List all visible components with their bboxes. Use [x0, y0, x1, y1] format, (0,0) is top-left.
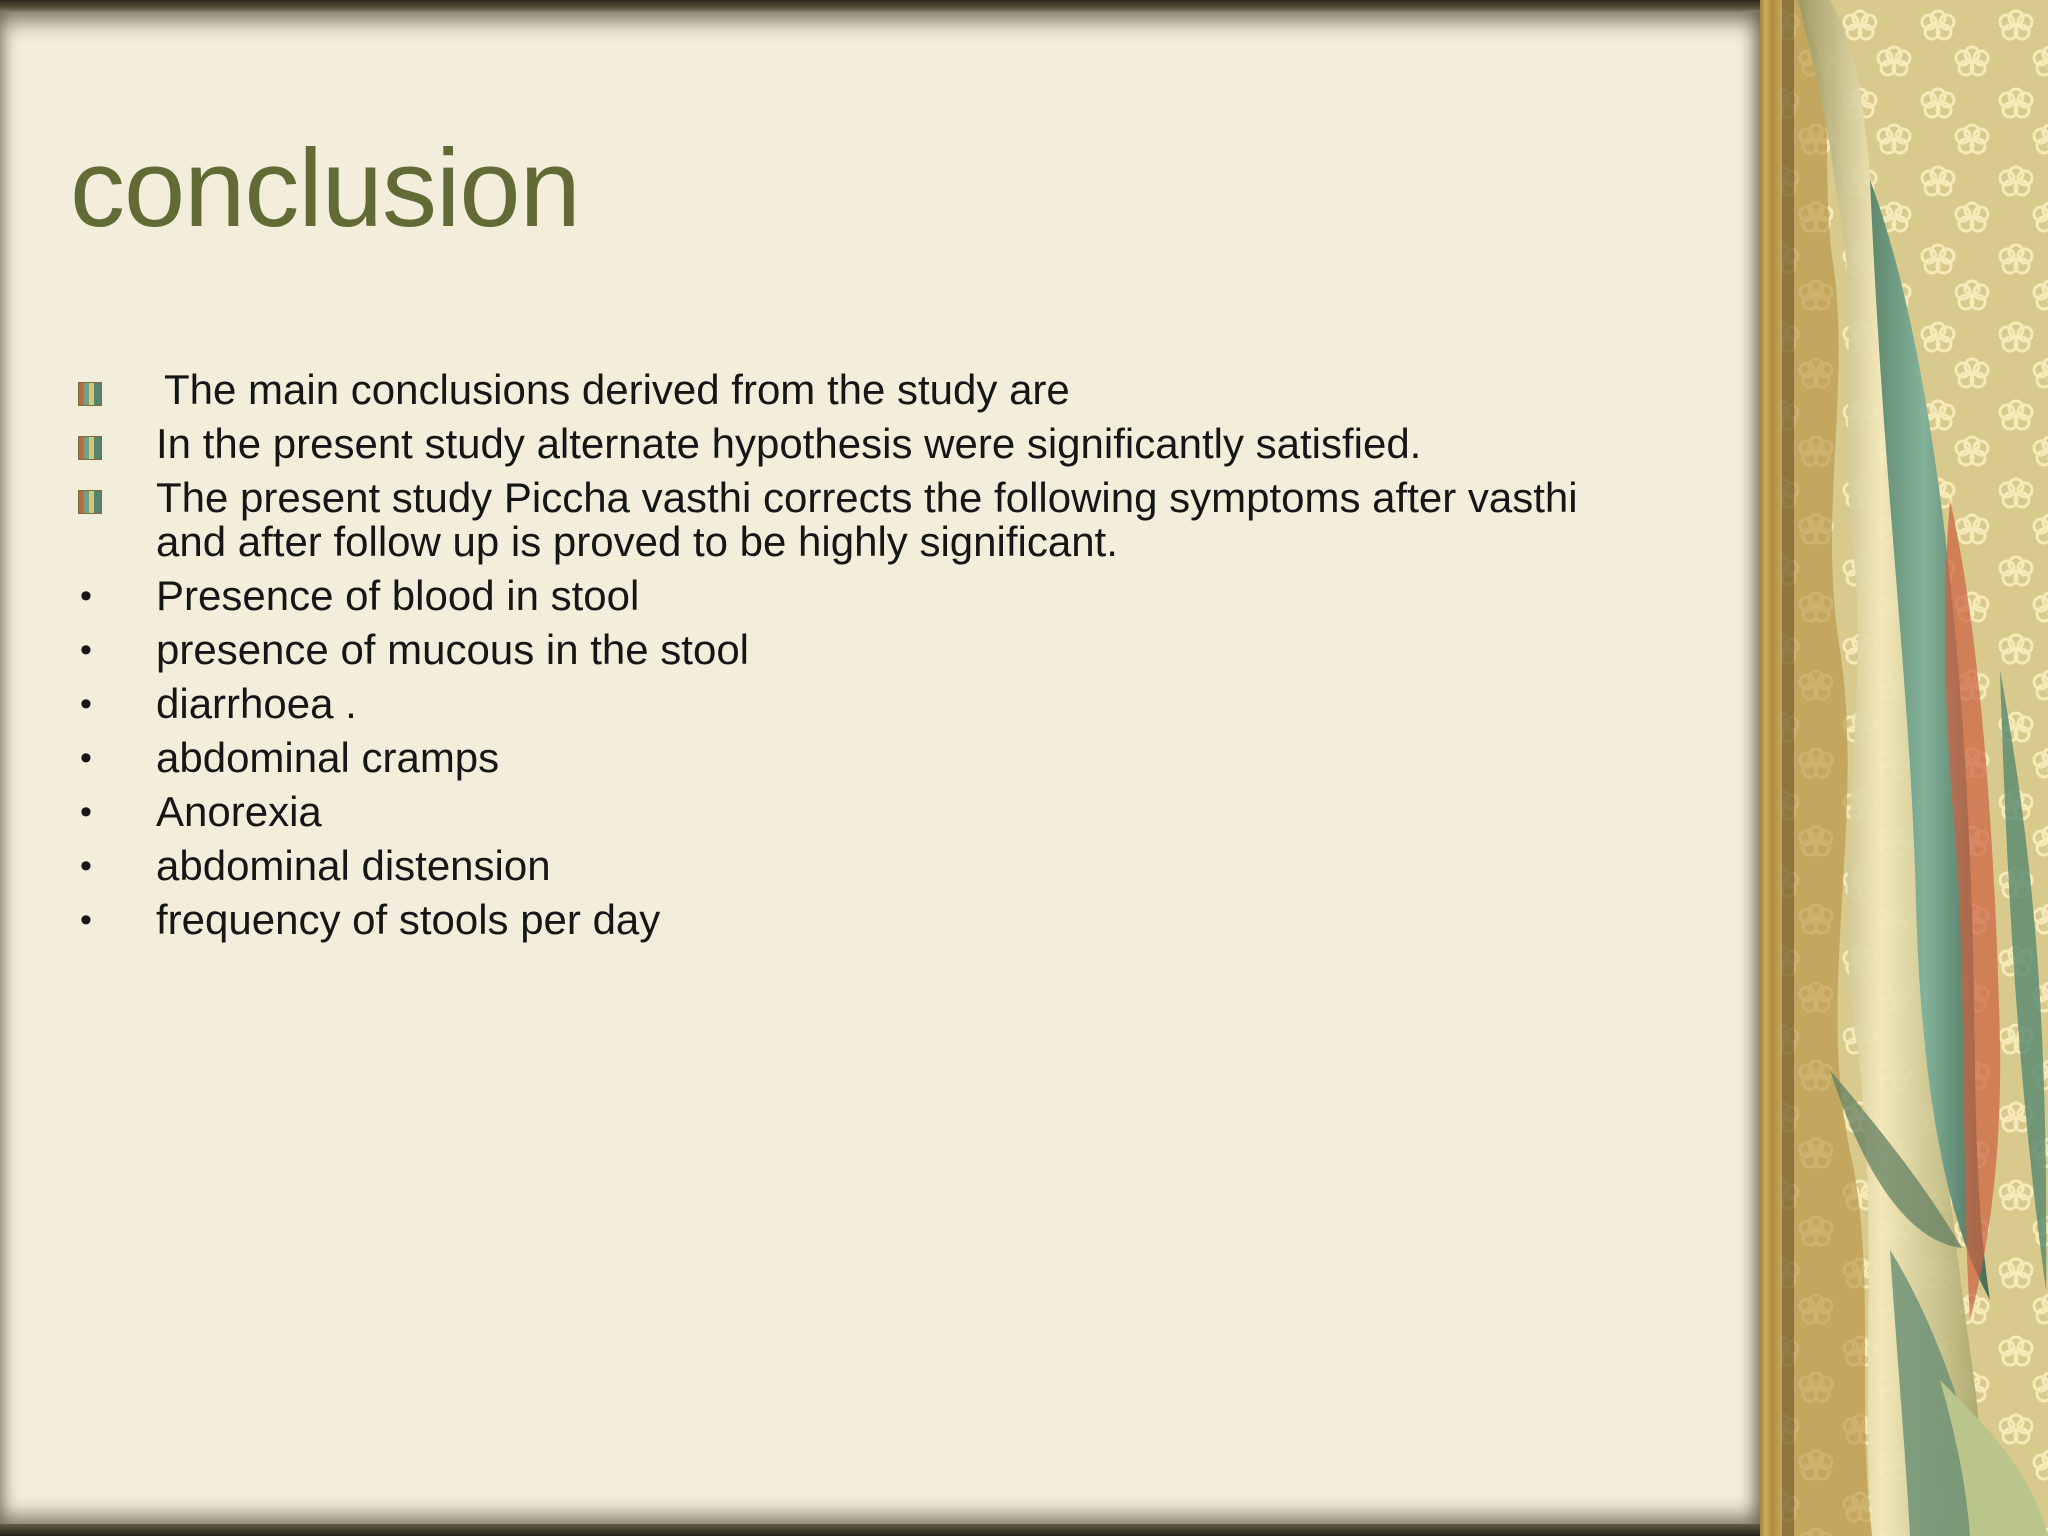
bullet-text: The present study Piccha vasthi corrects the following symptoms after vasthi and after follow up is proved to be highly significant. — [156, 474, 1578, 565]
bullet-text: abdominal cramps — [156, 734, 500, 781]
list-item — [70, 476, 1610, 564]
patterned-square-bullet-icon — [78, 436, 102, 460]
bullet-text: abdominal distension — [156, 842, 551, 889]
bullet-text: Presence of blood in stool — [156, 572, 640, 619]
bullet-text: diarrhoea . — [156, 680, 357, 727]
floral-ribbon-border — [1760, 0, 2048, 1536]
patterned-square-bullet-icon — [78, 490, 102, 514]
bullet-text: The main conclusions derived from the study are — [164, 366, 1070, 413]
bullet-dot-icon: • — [80, 577, 92, 615]
list-item — [70, 682, 1610, 726]
bullet-text: In the present study alternate hypothesis were significantly satisfied. — [156, 420, 1422, 467]
patterned-square-bullet-icon — [78, 382, 102, 406]
list-item — [70, 574, 1610, 618]
bullet-dot-icon: • — [80, 739, 92, 777]
list-item — [70, 422, 1610, 466]
list-item — [70, 368, 1610, 412]
slide-title: conclusion — [70, 127, 580, 250]
bullet-text: presence of mucous in the stool — [156, 626, 750, 673]
floral-ribbon-art — [1760, 0, 2048, 1536]
bullet-dot-icon: • — [80, 901, 92, 939]
content-panel — [0, 12, 1760, 1524]
list-item — [70, 628, 1610, 672]
bullet-dot-icon: • — [80, 685, 92, 723]
list-item — [70, 844, 1610, 888]
list-item — [70, 790, 1610, 834]
bullet-dot-icon: • — [80, 631, 92, 669]
bullet-text: Anorexia — [156, 788, 322, 835]
bullet-dot-icon: • — [80, 847, 92, 885]
list-item — [70, 736, 1610, 780]
bullet-dot-icon: • — [80, 793, 92, 831]
conclusion-bullet-list — [70, 368, 1610, 952]
bullet-text: frequency of stools per day — [156, 896, 661, 943]
list-item — [70, 898, 1610, 942]
